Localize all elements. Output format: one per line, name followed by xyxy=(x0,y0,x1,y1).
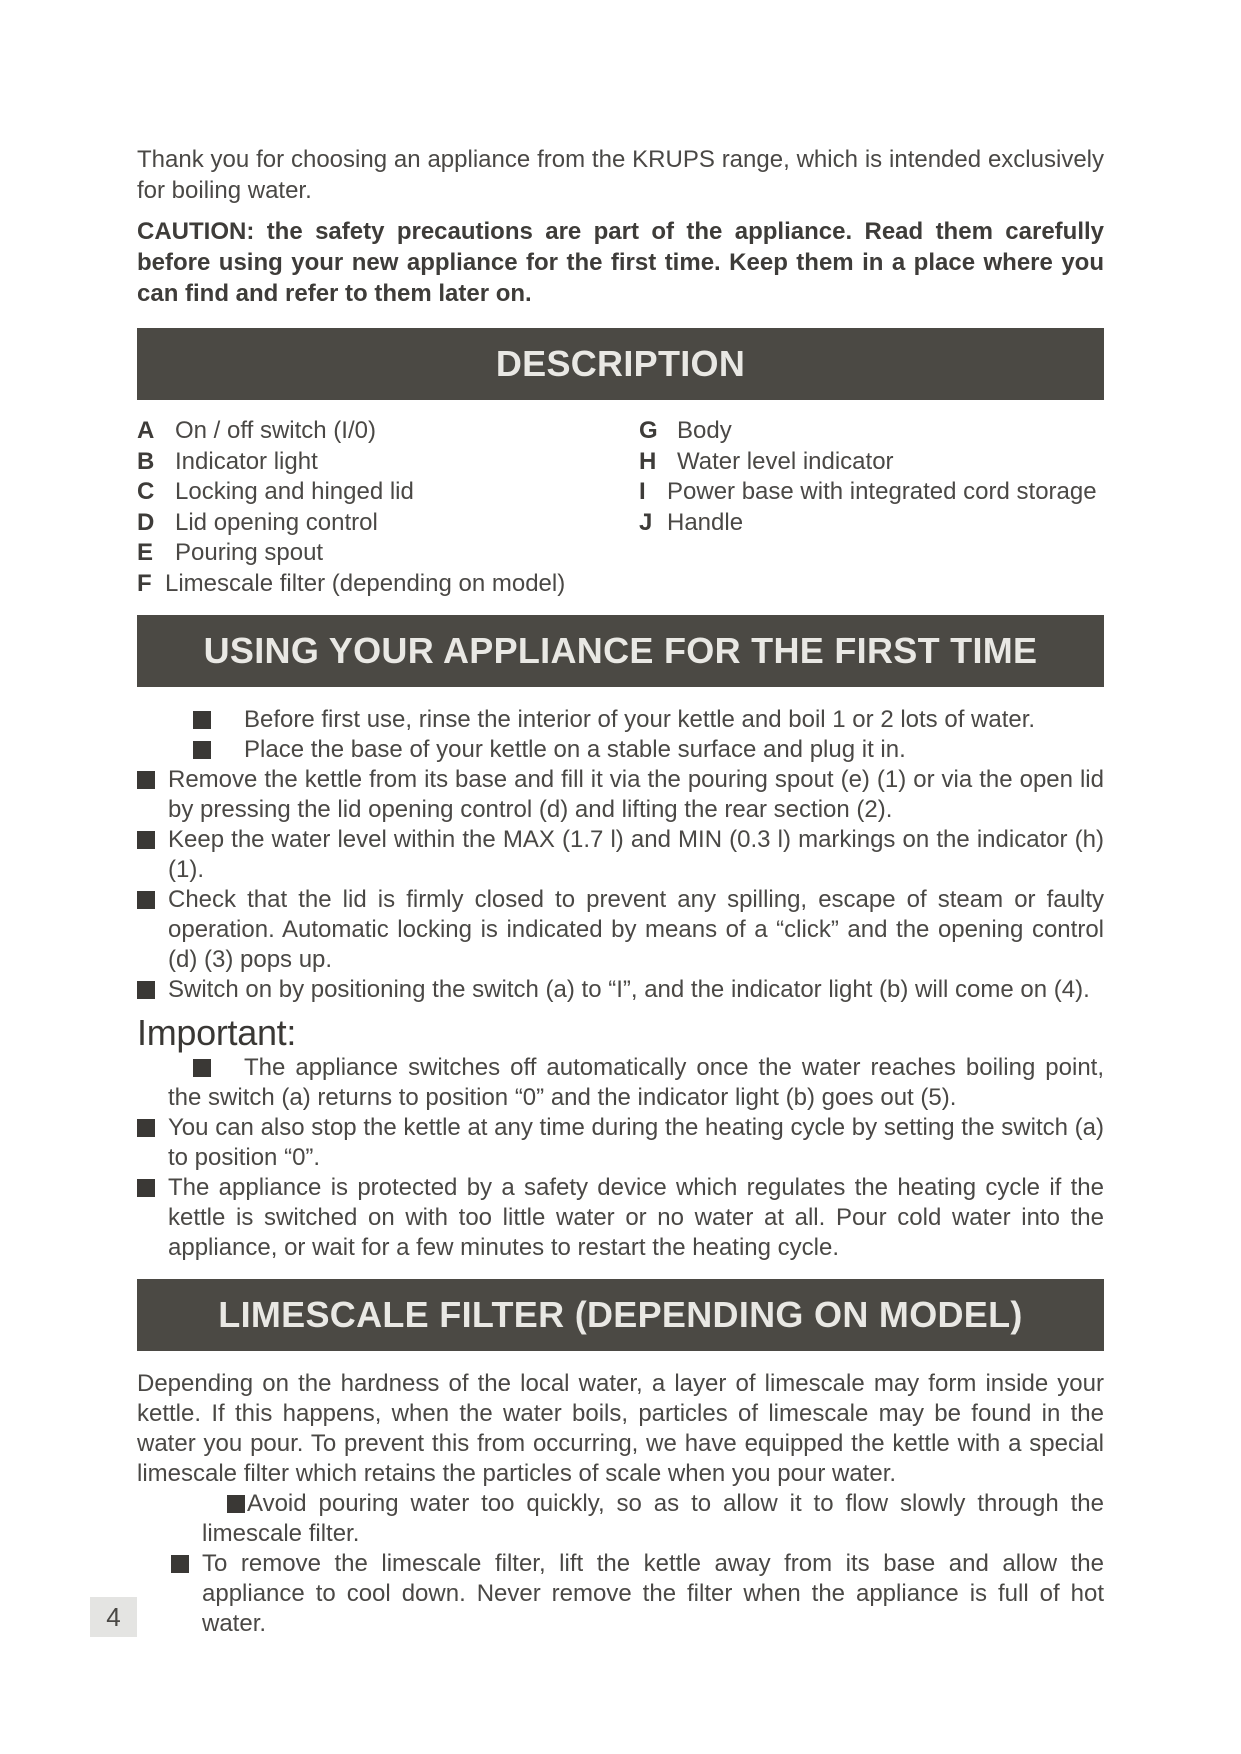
description-item xyxy=(137,447,639,478)
page-content xyxy=(137,144,1104,1639)
list-item-text: The appliance switches off automatically once the water reaches boiling point, the switch (a) returns to position “0” and the indicator light (b) goes out (5). xyxy=(168,1054,1104,1111)
list-item xyxy=(137,1113,1104,1173)
item-letter: C xyxy=(137,478,155,505)
item-letter: F xyxy=(137,569,152,597)
list-item-text: Avoid pouring water too quickly, so as to allow it to flow slowly through the limescale filter. xyxy=(202,1490,1104,1547)
bullet-square-icon xyxy=(137,1119,155,1137)
bullet-square-icon xyxy=(137,981,155,999)
caution-text: CAUTION: the safety precautions are part of the appliance. Read them carefully before using your new appliance for the first time. Keep them in a place where you can find and refer to them later on. xyxy=(137,218,1104,307)
list-item-text: The appliance is protected by a safety device which regulates the heating cycle if the kettle is switched on with too little water or no water at all. Pour cold water into the appliance, or wait for a few minutes to restart the heating cycle. xyxy=(168,1174,1104,1261)
first-use-list xyxy=(137,705,1104,1005)
list-item xyxy=(137,705,1104,735)
bullet-square-icon xyxy=(193,1059,211,1077)
list-item-text: You can also stop the kettle at any time during the heating cycle by setting the switch (a) to position “0”. xyxy=(168,1114,1104,1171)
list-item xyxy=(137,765,1104,825)
bullet-square-icon xyxy=(193,711,211,729)
description-item xyxy=(137,569,639,600)
list-item-text: Remove the kettle from its base and fill it via the pouring spout (e) (1) or via the open lid by pressing the lid opening control (d) and lifting the rear section (2). xyxy=(168,766,1104,823)
item-text: Indicator light xyxy=(175,447,318,475)
intro-text: Thank you for choosing an appliance from the KRUPS range, which is intended exclusively for boiling water. xyxy=(137,146,1104,204)
limescale-heading: LIMESCALE FILTER (DEPENDING ON MODEL) xyxy=(137,1279,1104,1351)
description-item xyxy=(137,416,639,447)
limescale-paragraph: Depending on the hardness of the local water, a layer of limescale may form inside your kettle. If this happens, when the water boils, particles of limescale may be found in the water you pour. To prevent this from occurring, we have equipped the kettle with a special limescale filter which retains the particles of scale when you pour water. xyxy=(137,1370,1104,1487)
list-item xyxy=(137,1173,1104,1263)
list-item-text: Place the base of your kettle on a stable surface and plug it in. xyxy=(244,736,906,763)
list-item xyxy=(137,735,1104,765)
item-text: Limescale filter (depending on model) xyxy=(165,569,566,597)
item-letter: E xyxy=(137,539,154,566)
list-item xyxy=(171,1549,1104,1639)
item-text: Handle xyxy=(667,508,744,536)
description-heading: DESCRIPTION xyxy=(137,328,1104,400)
item-text: Pouring spout xyxy=(175,539,324,566)
item-letter: A xyxy=(137,417,155,444)
list-item-text: To remove the limescale filter, lift the kettle away from its base and allow the appliance to cool down. Never remove the filter when the appliance is full of hot water. xyxy=(202,1550,1104,1637)
item-letter: G xyxy=(639,417,658,444)
description-list xyxy=(137,416,1104,599)
item-letter: I xyxy=(639,478,646,505)
list-item xyxy=(137,1053,1104,1113)
list-item xyxy=(171,1489,1104,1549)
bullet-square-icon xyxy=(171,1555,189,1573)
list-item xyxy=(137,825,1104,885)
description-item xyxy=(639,508,1104,539)
description-column-right xyxy=(639,416,1104,599)
bullet-square-icon xyxy=(137,771,155,789)
list-item-text: Switch on by positioning the switch (a) to “I”, and the indicator light (b) will come on (4). xyxy=(168,976,1090,1003)
item-text: Power base with integrated cord storage xyxy=(667,478,1097,505)
list-item xyxy=(137,975,1104,1005)
page-number: 4 xyxy=(90,1597,137,1637)
important-list xyxy=(137,1053,1104,1263)
list-item-text: Keep the water level within the MAX (1.7 l) and MIN (0.3 l) markings on the indicator (h) (1). xyxy=(168,826,1104,883)
description-item xyxy=(639,416,1104,447)
limescale-list xyxy=(137,1489,1104,1639)
item-text: On / off switch (I/0) xyxy=(175,417,376,444)
bullet-square-icon xyxy=(227,1495,245,1513)
description-item xyxy=(137,538,639,569)
item-letter: D xyxy=(137,508,155,536)
item-letter: J xyxy=(639,508,653,536)
bullet-square-icon xyxy=(193,741,211,759)
list-item-text: Check that the lid is firmly closed to prevent any spilling, escape of steam or faulty operation. Automatic locking is indicated by means of a “click” and the opening control (d) (3) pops up. xyxy=(168,886,1104,973)
item-text: Lid opening control xyxy=(175,508,378,536)
important-heading: Important: xyxy=(137,1012,297,1053)
description-item xyxy=(639,477,1104,508)
item-letter: H xyxy=(639,447,657,475)
item-text: Body xyxy=(677,417,732,444)
bullet-square-icon xyxy=(137,1179,155,1197)
item-text: Locking and hinged lid xyxy=(175,478,414,505)
bullet-square-icon xyxy=(137,891,155,909)
description-item xyxy=(639,447,1104,478)
description-item xyxy=(137,477,639,508)
item-text: Water level indicator xyxy=(677,447,894,475)
bullet-square-icon xyxy=(137,831,155,849)
list-item xyxy=(137,885,1104,975)
description-column-left xyxy=(137,416,639,599)
first-use-heading: USING YOUR APPLIANCE FOR THE FIRST TIME xyxy=(137,615,1104,687)
description-item xyxy=(137,508,639,539)
list-item-text: Before first use, rinse the interior of your kettle and boil 1 or 2 lots of water. xyxy=(244,706,1036,733)
item-letter: B xyxy=(137,447,155,475)
